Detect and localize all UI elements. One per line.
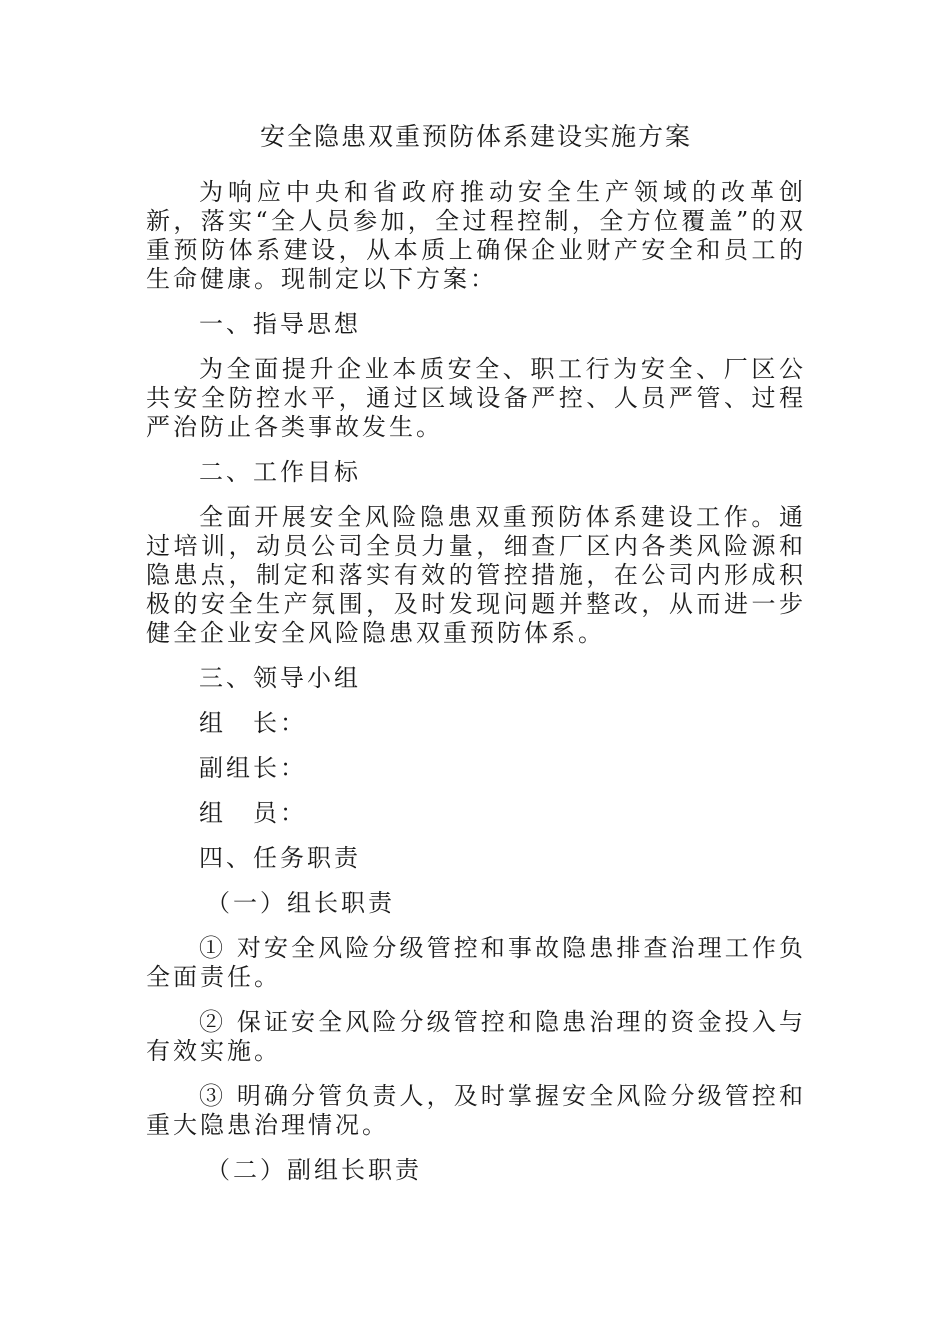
subsection-heading-leader-duties: （一）组长职责 bbox=[206, 889, 395, 917]
document-title: 安全隐患双重预防体系建设实施方案 bbox=[259, 122, 692, 151]
group-members-line: 组 员： bbox=[199, 799, 307, 827]
deputy-leader-line: 副组长： bbox=[199, 754, 307, 782]
duty-item: ② 保证安全风险分级管控和隐患治理的资金投入与有效实施。 bbox=[146, 1008, 806, 1065]
section-heading-work-goals: 二、工作目标 bbox=[199, 458, 361, 486]
section-heading-guiding-ideology: 一、指导思想 bbox=[199, 310, 361, 338]
section-heading-duties: 四、任务职责 bbox=[199, 844, 361, 872]
work-goals-paragraph: 全面开展安全风险隐患双重预防体系建设工作。通过培训，动员公司全员力量，细查厂区内各类风险源和隐患点，制定和落实有效的管控措施，在公司内形成积极的安全生产氛围，及时发现问题并整改，从而进一步健全企业安全风险隐患双重预防体系。 bbox=[146, 503, 806, 647]
intro-paragraph: 为响应中央和省政府推动安全生产领域的改革创新，落实“全人员参加，全过程控制，全方位覆盖”的双重预防体系建设，从本质上确保企业财产安全和员工的生命健康。现制定以下方案： bbox=[146, 178, 806, 293]
section-heading-leadership-group: 三、领导小组 bbox=[199, 664, 361, 692]
guiding-ideology-paragraph: 为全面提升企业本质安全、职工行为安全、厂区公共安全防控水平，通过区域设备严控、人员严管、过程严治防止各类事故发生。 bbox=[146, 355, 806, 441]
duty-item: ① 对安全风险分级管控和事故隐患排查治理工作负全面责任。 bbox=[146, 934, 806, 991]
duty-item: ③ 明确分管负责人，及时掌握安全风险分级管控和重大隐患治理情况。 bbox=[146, 1082, 806, 1139]
document-page bbox=[146, 118, 806, 1201]
subsection-heading-deputy-duties: （二）副组长职责 bbox=[206, 1156, 422, 1184]
group-leader-line: 组 长： bbox=[199, 709, 307, 737]
